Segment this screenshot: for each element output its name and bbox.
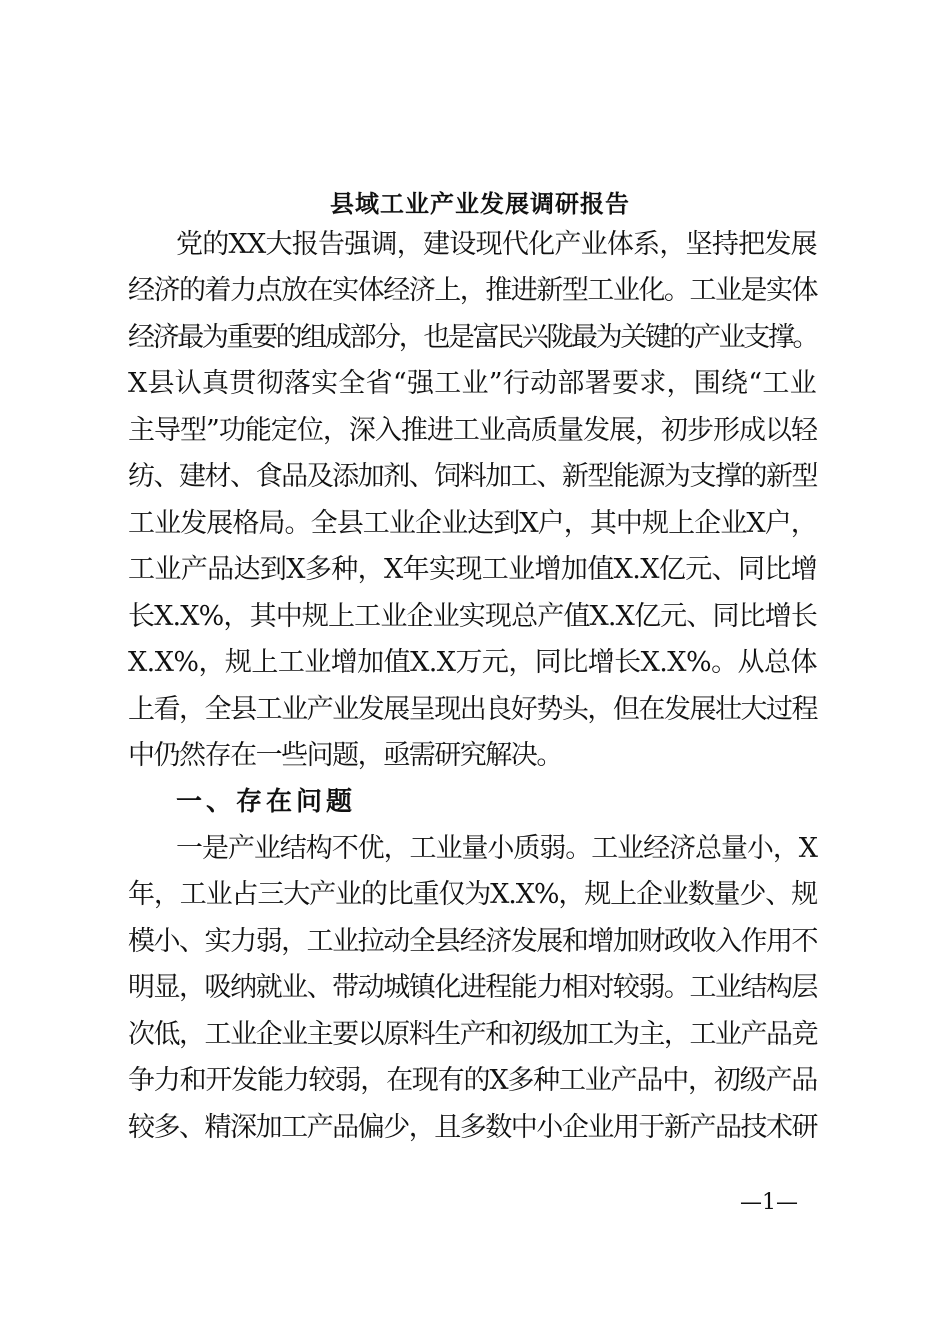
text-line: X县认真贯彻落实全省“强工业”行动部署要求，围绕“工业: [128, 368, 817, 399]
text-line: 纺、建材、食品及添加剂、饲料加工、新型能源为支撑的新型: [128, 461, 818, 492]
document-title: 县域工业产业发展调研报告: [330, 189, 630, 218]
text-line: 较多、精深加工产品偏少，且多数中小企业用于新产品技术研: [128, 1112, 818, 1143]
text-line: 党的XX大报告强调，建设现代化产业体系，坚持把发展: [176, 229, 817, 260]
text-line: 主导型”功能定位，深入推进工业高质量发展，初步形成以轻: [128, 415, 818, 446]
text-line: 模小、实力弱，工业拉动全县经济发展和增加财政收入作用不: [128, 926, 818, 957]
text-line: 经济的着力点放在实体经济上，推进新型工业化。工业是实体: [128, 275, 818, 306]
text-line: 年，工业占三大产业的比重仅为X.X%，规上企业数量少、规: [128, 879, 818, 910]
text-line: 明显，吸纳就业、带动城镇化进程能力相对较弱。工业结构层: [128, 972, 818, 1003]
text-line: X.X%，规上工业增加值X.X万元，同比增长X.X%。从总体: [128, 647, 817, 678]
text-line: 工业产品达到X多种，X年实现工业增加值X.X亿元、同比增: [128, 554, 818, 585]
text-line: 争力和开发能力较弱，在现有的X多种工业产品中，初级产品: [128, 1065, 818, 1096]
section-heading: 一、存在问题: [176, 787, 357, 817]
text-line: 经济最为重要的组成部分，也是富民兴陇最为关键的产业支撑。: [128, 322, 818, 353]
text-line: 上看，全县工业产业发展呈现出良好势头，但在发展壮大过程: [128, 694, 818, 725]
text-line: 工业发展格局。全县工业企业达到X户，其中规上企业X户，: [128, 508, 817, 539]
text-line: 中仍然存在一些问题，亟需研究解决。: [128, 740, 562, 771]
page-number: —1—: [740, 1190, 798, 1215]
text-line: 长X.X%，其中规上工业企业实现总产值X.X亿元、同比增长: [128, 601, 818, 632]
text-line: 一是产业结构不优，工业量小质弱。工业经济总量小，X: [176, 833, 817, 864]
text-line: 次低，工业企业主要以原料生产和初级加工为主，工业产品竞: [128, 1019, 818, 1050]
